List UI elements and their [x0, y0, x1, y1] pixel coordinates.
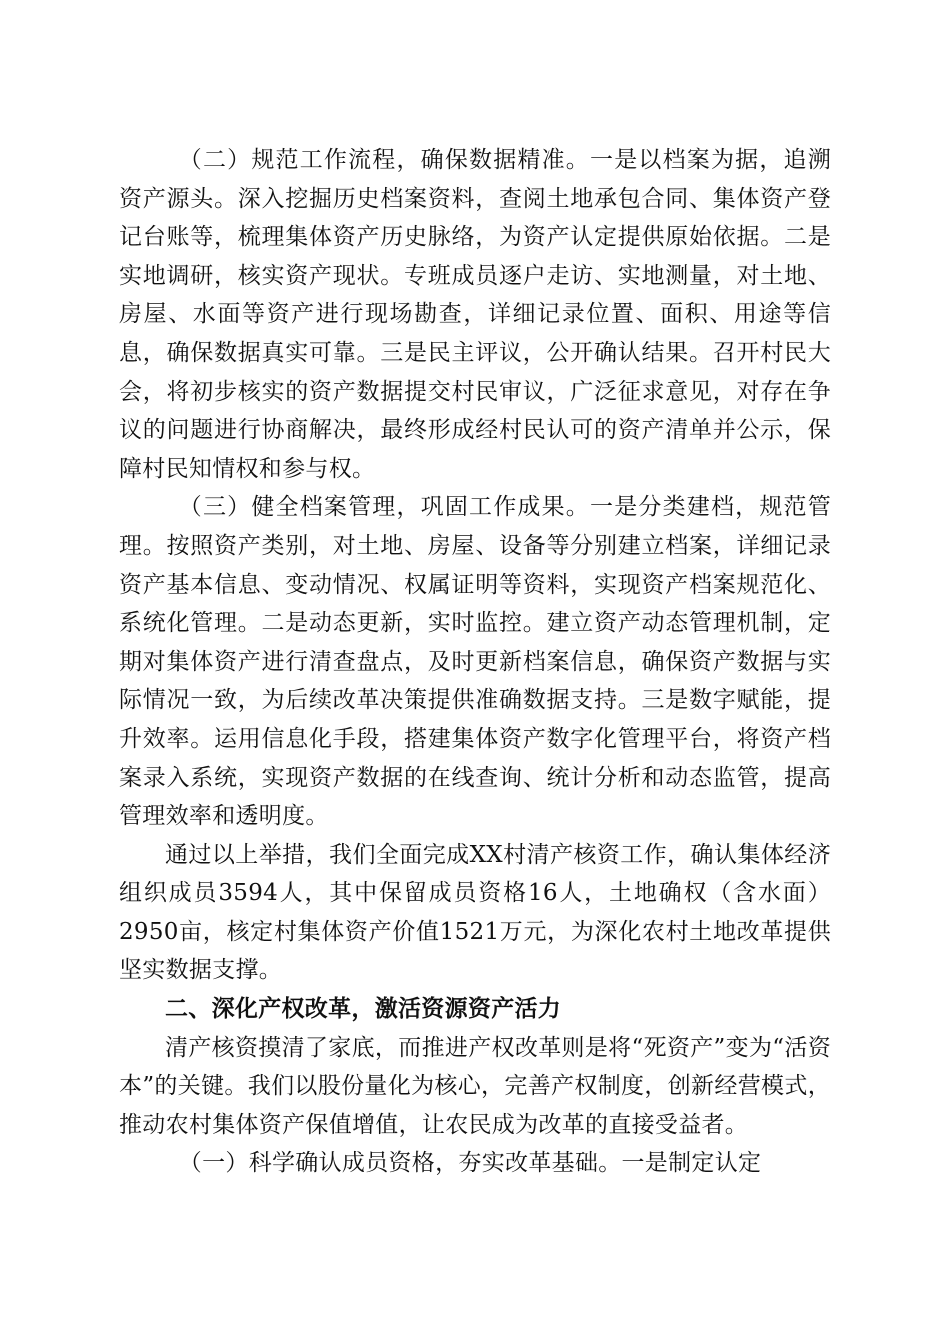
paragraph-body: 一是以档案为据，追溯资产源头。深入挖掘历史档案资料，查阅土地承包合同、集体资产登记台账等，梳理集体资产历史脉络，为资产认定提供原始依据。二是实地调研，核实资产现状。专班成员逐户走访、实地测量，对土地、房屋、水面等资产进行现场勘查，详细记录位置、面积、用途等信息，确保数据真实可靠。三是民主评议，公开确认结果。召开村民大会，将初步核实的资产数据提交村民审议，广泛征求意见，对存在争议的问题进行协商解决，最终形成经村民认可的资产清单并公示，保障村民知情权和参与权。: [119, 147, 831, 482]
section-heading: 二、深化产权改革，激活资源资产活力: [165, 996, 562, 1023]
paragraph-lead: （一）科学确认成员资格，夯实改革基础。: [178, 1150, 622, 1177]
paragraph-results-summary: 通过以上举措，我们全面完成XX村清产核资工作，确认集体经济组织成员3594人，其中保留成员资格16人，土地确权（含水面）2950亩，核定村集体资产价值1521万元，为深化农村土地改革提供坚实数据支撑。: [119, 841, 831, 984]
paragraph-lead: （二）规范工作流程，确保数据精准。: [178, 147, 590, 173]
paragraph-member-qualification: [119, 1144, 831, 1183]
paragraph-body: 一是制定认定: [621, 1150, 762, 1177]
paragraph-process-standardization: [119, 141, 831, 488]
paragraph-lead: （三）健全档案管理，巩固工作成果。: [178, 494, 590, 521]
paragraph-archive-management: [119, 488, 831, 835]
paragraph-body: 一是分类建档，规范管理。按照资产类别，对土地、房屋、设备等分别建立档案，详细记录资产基本信息、变动情况、权属证明等资料，实现资产档案规范化、系统化管理。二是动态更新，实时监控。建立资产动态管理机制，定期对集体资产进行清查盘点，及时更新档案信息，确保资产数据与实际情况一致，为后续改革决策提供准确数据支持。三是数字赋能，提升效率。运用信息化手段，搭建集体资产数字化管理平台，将资产档案录入系统，实现资产数据的在线查询、统计分析和动态监管，提高管理效率和透明度。: [119, 494, 831, 830]
document-page: [119, 141, 831, 1183]
paragraph-reform-intro: 清产核资摸清了家底，而推进产权改革则是将“死资产”变为“活资本”的关键。我们以股份量化为核心，完善产权制度，创新经营模式，推动农村集体资产保值增值，让农民成为改革的直接受益者。: [119, 1034, 831, 1138]
